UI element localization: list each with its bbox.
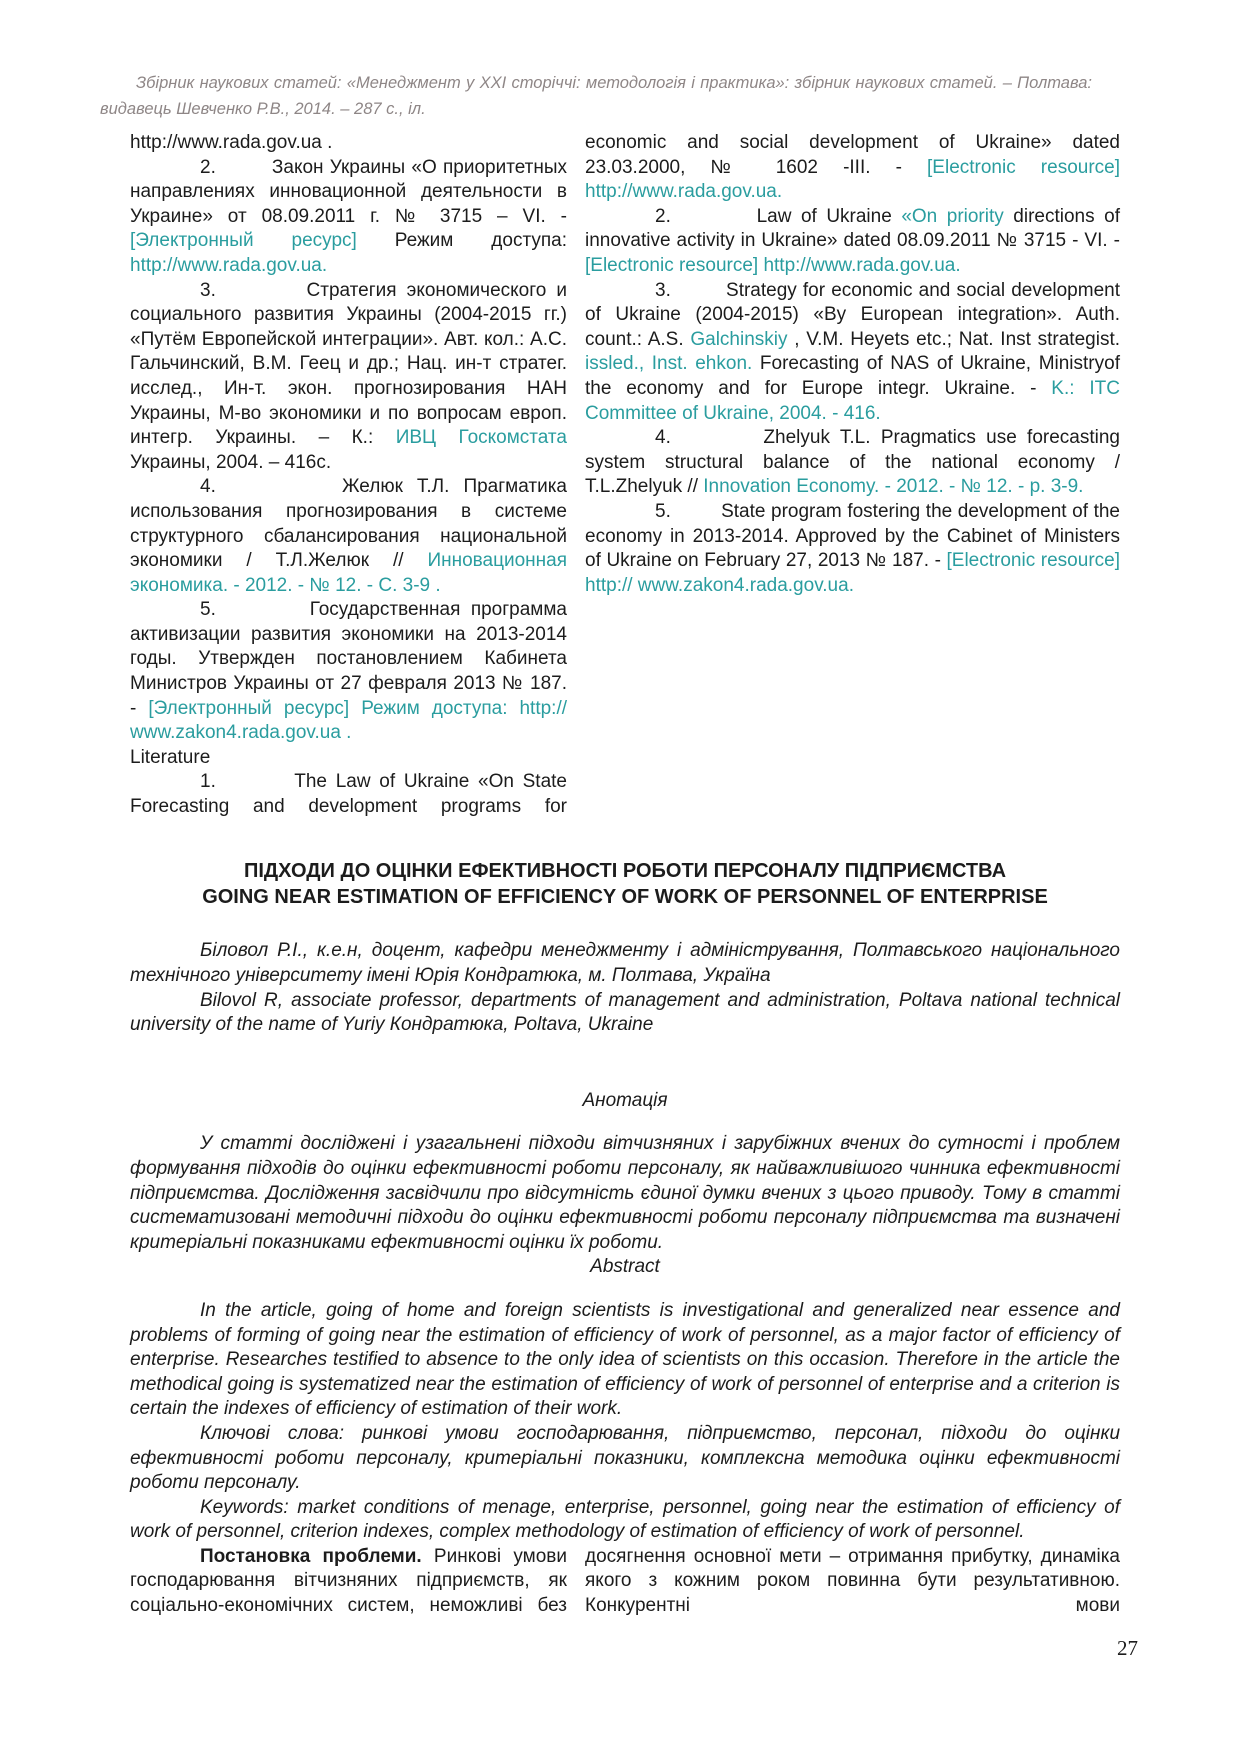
body-text-section bbox=[130, 1545, 1120, 1619]
annotation-heading: Анотація bbox=[582, 1089, 668, 1111]
paragraph bbox=[585, 1545, 1120, 1619]
abstract-heading: Abstract bbox=[590, 1256, 660, 1278]
author-info-ua: Біловол Р.І., к.е.н, доцент, кафедри менеджменту і адміністрування, Полтавського національного технічного університету імені Юрія Кондратюка, м. Полтава, Україна bbox=[130, 940, 1120, 986]
text-run: 5. State program fostering the development of the economy in 2013-2014. Approved by the Cabinet of Ministers of Ukraine on February 27, 2013 № 187. - bbox=[585, 500, 1120, 572]
text-run: Украины, 2004. – 416с. bbox=[130, 451, 332, 473]
body-right-column bbox=[585, 1545, 1120, 1619]
text-run: directions of innovative activity in Ukraine» dated 08.09.2011 № 3715 - VI. - bbox=[585, 205, 1120, 252]
abstract-text: In the article, going of home and foreign scientists is investigational and generalized near essence and problems of forming of going near the estimation of efficiency of work of personnel, as a major factor of efficiency of enterprise. Researches testified to absence to the only idea of scientists on this occasion. Therefore in the article the methodical going is systematized near the estimation of efficiency of work of personnel of enterprise and a criterion is certain the indexes of efficiency of estimation of their work. bbox=[130, 1299, 1120, 1420]
highlighted-text: [Electronic resource] http:// www.zakon4.rada.gov.ua. bbox=[585, 550, 1120, 596]
bibliography-left-column bbox=[130, 131, 567, 820]
text-run: 3. Strategy for economic and social development of Ukraine (2004-2015) «By European integration». Auth. count.: A.S. bbox=[585, 279, 1120, 350]
text-run: 5. Государственная программа активизации развития экономики на 2013-2014 годы. Утвержден постановлением Кабинета Министров Украины от 27 февраля 2013 № 187. - bbox=[130, 599, 567, 719]
paragraph bbox=[130, 770, 567, 819]
author-info-en: Bilovol R, associate professor, departments of management and administration, Poltava national technical university of the name of Yuriy Кондратюка, Poltava, Ukraine bbox=[130, 989, 1120, 1036]
bibliography-section bbox=[130, 131, 1120, 820]
text-run: 4. Zhelyuk T.L. Pragmatics use forecasting system structural balance of the national economy / T.L.Zhelyuk // bbox=[585, 427, 1120, 498]
highlighted-text: [Электронный ресурс] Режим доступа: http:// www.zakon4.rada.gov.ua . bbox=[130, 697, 568, 744]
text-run: Forecasting of NAS of Ukraine, Ministryof the economy and for Europe integr. Ukraine. - bbox=[585, 353, 1120, 399]
keywords-ua-text: ринкові умови господарювання, підприємство, персонал, підходи до оцінки ефективності роботи персоналу, критеріальні показники, комплексна методика оцінки ефективності роботи персоналу. bbox=[130, 1422, 1121, 1494]
paragraph bbox=[130, 279, 567, 476]
highlighted-text: «On priority bbox=[901, 205, 1004, 227]
text-run: Постановка проблеми. bbox=[200, 1545, 434, 1567]
text-run: досягнення основної мети – отримання прибутку, динаміка якого з кожним роком повинна бути результативною. Конкурентні мови bbox=[585, 1545, 1120, 1617]
paragraph bbox=[585, 131, 1120, 205]
article-title bbox=[130, 858, 1120, 911]
keywords-en-label: Keywords: bbox=[200, 1496, 289, 1518]
article-title-en: GOING NEAR ESTIMATION OF EFFICIENCY OF WORK OF PERSONNEL OF ENTERPRISE bbox=[202, 886, 1048, 909]
highlighted-text: [Electronic resource] http://www.rada.gov.ua. bbox=[585, 156, 1120, 203]
paragraph bbox=[585, 205, 1120, 279]
body-left-column bbox=[130, 1545, 567, 1619]
paragraph bbox=[130, 598, 567, 746]
text-run: http://www.rada.gov.ua . bbox=[130, 132, 333, 153]
highlighted-text: Galchinskiy bbox=[690, 328, 788, 350]
text-run: 4. Желюк Т.Л. Прагматика использования прогнозирования в системе структурного сбалансирования национальной экономики / Т.Л.Желюк // bbox=[130, 476, 567, 572]
paragraph bbox=[585, 426, 1120, 500]
running-header-citation: Збірник наукових статей: «Менеджмент у XXI сторіччі: методологія і практика»: збірник наукових статей. – Полтава: видавець Шевченко Р.В., 2014. – 287 с., іл. bbox=[100, 74, 1092, 119]
paragraph bbox=[130, 475, 567, 598]
bibliography-right-column bbox=[585, 131, 1120, 820]
author-block bbox=[130, 939, 1120, 1037]
paragraph bbox=[130, 131, 567, 156]
text-run: 1. The Law of Ukraine «On State Forecasting and development programs for bbox=[130, 771, 567, 818]
keywords-en bbox=[130, 1496, 1120, 1545]
page-number: 27 bbox=[1117, 1636, 1138, 1660]
highlighted-text: K.: ITC Committee of Ukraine, 2004. - 416. bbox=[585, 377, 1120, 424]
page-content bbox=[130, 131, 1120, 1619]
paragraph bbox=[130, 1545, 567, 1619]
highlighted-text: [Электронный ресурс] bbox=[130, 230, 357, 252]
highlighted-text: Инновационная экономика. - 2012. - № 12. - С. 3-9 . bbox=[130, 550, 567, 596]
text-run: 2. Закон Украины «О приоритетных направлениях инновационной деятельности в Украине» от 08.09.2011 г. № 3715 – VI. - bbox=[130, 156, 567, 227]
paragraph bbox=[130, 156, 567, 279]
paragraph bbox=[585, 500, 1120, 598]
keywords-ua bbox=[130, 1422, 1120, 1496]
text-run: , V.M. Heyets etc.; Nat. Inst strategist. bbox=[787, 328, 1121, 350]
text-run: Ринкові умови господарювання вітчизняних підприємств, як соціально-економічних систем, неможливі без bbox=[130, 1545, 567, 1617]
highlighted-text: Innovation Economy. - 2012. - № 12. - p. 3-9. bbox=[703, 476, 1084, 498]
text-run: economic and social development of Ukraine» dated 23.03.2000, № 1602 -III. - bbox=[585, 132, 1120, 178]
paragraph bbox=[585, 279, 1120, 427]
keywords-ua-label: Ключові слова: bbox=[200, 1422, 344, 1444]
text-run: 3. Стратегия экономического и социального развития Украины (2004-2015 гг.) «Путём Европейской интеграции». Авт. кол.: А.С. Гальчинский, В.М. Геец и др.; Нац. ин-т стратег. исслед., Ин-т. экон. прогнозирования НАН Украины, М-во экономики и по вопросам европ. интегр. Украины. – К.: bbox=[130, 279, 567, 449]
article-title-ua: ПІДХОДИ ДО ОЦІНКИ ЕФЕКТИВНОСТІ РОБОТИ ПЕРСОНАЛУ ПІДПРИЄМСТВА bbox=[243, 859, 1007, 882]
text-run: Literature bbox=[130, 746, 211, 768]
text-run: 2. Law of Ukraine bbox=[655, 205, 902, 227]
keywords-en-text: market conditions of menage, enterprise, personnel, going near the estimation of efficiency of work of personnel, criterion indexes, complex methodology of estimation of efficiency of work of personnel. bbox=[130, 1496, 1120, 1543]
text-run: Режим доступа: bbox=[356, 230, 567, 252]
annotation-text: У статті досліджені і узагальнені підходи вітчизняних і зарубіжних вчених до сутності і проблем формування підходів до оцінки ефективності роботи персоналу, як найважливішого чинника ефективності підприємства. Дослідження засвідчили про відсутність єдиної думки вчених з цього приводу. Тому в статті систематизовані методичні підходи до оцінки ефективності роботи персоналу підприємства та визначені критеріальні показниками ефективності оцінки їх роботи. bbox=[130, 1133, 1120, 1253]
highlighted-text: issled., Inst. ehkon. bbox=[585, 353, 753, 375]
highlighted-text: ИВЦ Госкомстата bbox=[395, 427, 567, 449]
highlighted-text: http://www.rada.gov.ua. bbox=[130, 254, 328, 276]
paragraph bbox=[130, 746, 567, 771]
highlighted-text: [Electronic resource] http://www.rada.gov.ua. bbox=[585, 254, 961, 276]
